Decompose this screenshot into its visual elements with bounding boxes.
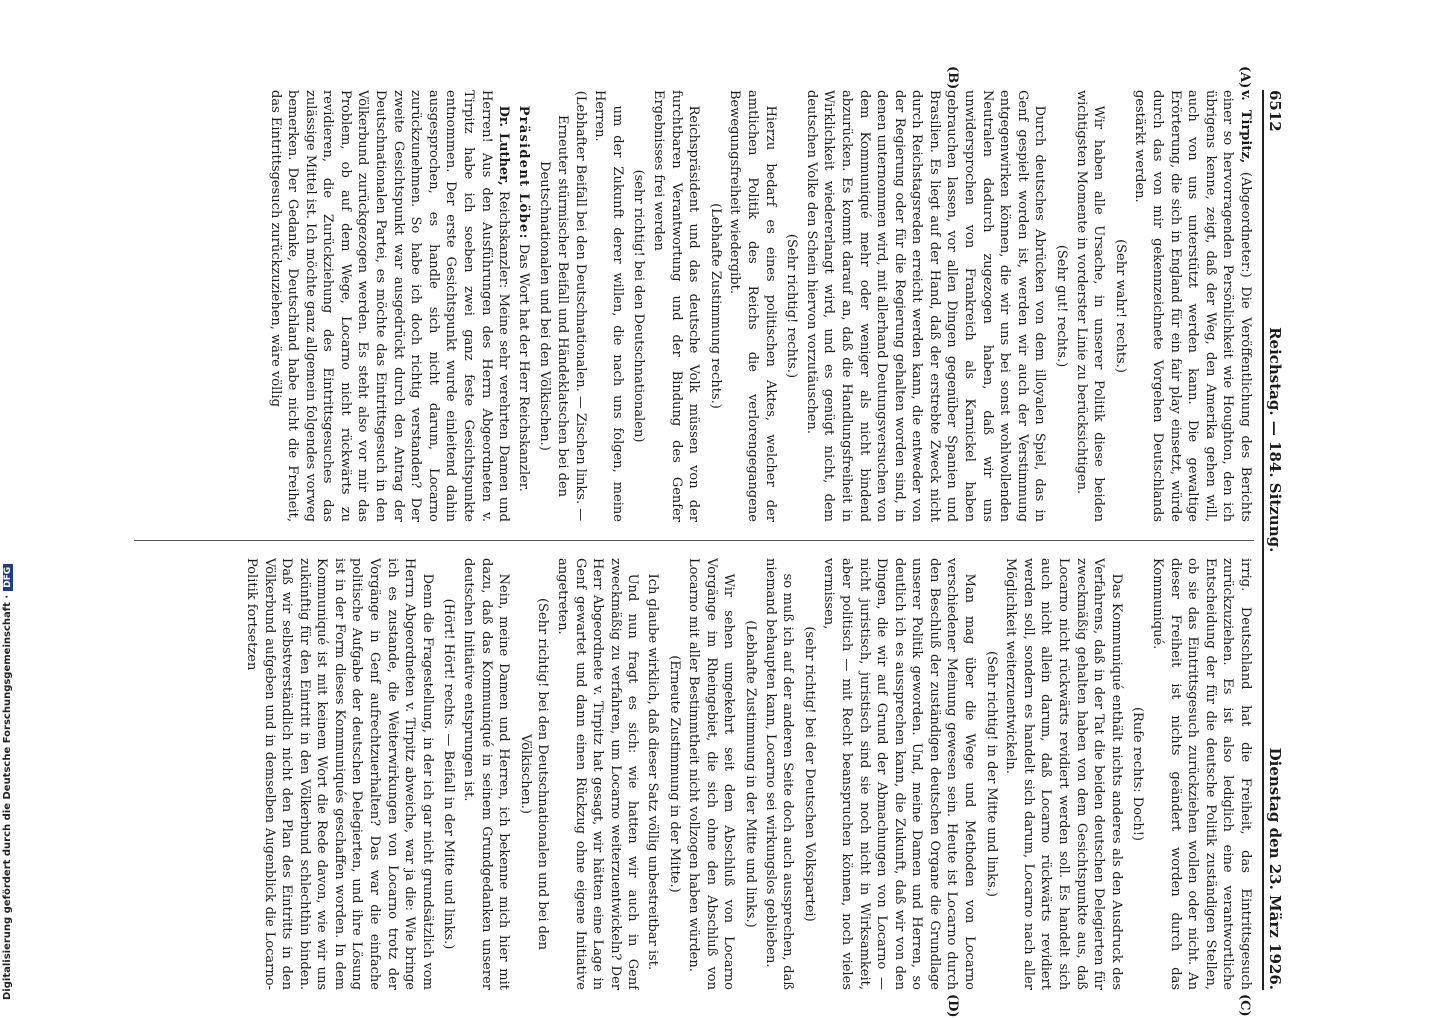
paragraph-text: Die Veröffentlichung des Berichts einer so hervorragenden Persönlichkeit wie Houghton, den ich übrigens kenne, zeigt, daß der Weg, den Amerika gehen will, auch von uns unterstützt werden kann. Die gewaltige Erörterung, die sich in England für ein fair play einsetzt, würde durch das von mir gekennzeichnete Vorgehen Deutschlands gestärkt werden. — [1132, 90, 1253, 522]
margin-mark-a: (A) — [1237, 66, 1252, 89]
interjection: (Sehr richtig! in der Mitte und links.) — [983, 651, 999, 897]
interjection: (Rufe rechts: Doch!) — [1130, 706, 1146, 842]
speaker-role: Reichskanzler: — [496, 191, 512, 289]
interjection: (sehr richtig! bei den Deutschnationalen) — [631, 169, 647, 443]
paragraph: v. Tirpitz, (Abgeordneter:) Die Veröffentlichung des Berichts einer so hervorragenden Persönlichkeit wie Houghton, den ich übrigens kenne, zeigt, daß der Weg, den Amerika gehen will, auch von uns unterstützt werden kann. Die gewaltige Erörterung, die sich in England für ein fair play einsetzt, würde durch das von mir gekennzeichnete Vorgehen Deutschlands gestärkt werden. — [1132, 90, 1253, 522]
interjection: (Lebhafte Zustimmung in der Mitte und links.) — [742, 620, 758, 928]
margin-mark-d: (D) — [945, 994, 960, 1018]
interjection: (sehr richtig! bei der Deutschen Volkspartei) — [801, 626, 817, 922]
column-divider — [134, 540, 1254, 541]
session-date: Dienstag den 23. März 1926. — [1266, 747, 1284, 990]
paragraph: um der Zukunft derer willen, die nach uns folgen, meine Herren. — [592, 90, 625, 522]
interjection: (Lebhafter Beifall bei den Deutschnationalen. — Zischen links. — Erneuter stürmischer Beifall und Händeklatschen bei den Deutschnationalen und bei den Völkischen.) — [537, 90, 588, 522]
paragraph: Reichspräsident und das deutsche Volk müssen von der furchtbaren Verantwortung und der Bindung des Genfer Ergebnisses frei werden — [651, 90, 702, 522]
page-header — [1262, 90, 1290, 990]
left-column — [114, 90, 1254, 522]
speaker-name: v. Tirpitz, — [1238, 90, 1253, 164]
session-title: Reichstag. — 184. Sitzung. — [1266, 327, 1284, 553]
paragraph: Und nun fragt es sich: wie hatten wir auch in Genf zweckmäßig zu verfahren, um Locarno weiterzuentwickeln? Der Herr Abgeordnete v. Tirpitz hat gesagt, wir hätten eine Lage in Genf gewartet und dann einen Rückzug ohne eigene Initiative angetreten. — [555, 558, 641, 990]
paragraph: Denn die Fragestellung, in der ich gar nicht grundsätzlich vom Herrn Abgeordneten v. Tirpitz abweiche, war ja die: Wie bringe ich es zustande, die Weiterwirkungen von Locarno trotz der Vorgänge in Genf aufrechtzuerhalten? Das war die einfache politische Aufgabe der deutschen Delegierten, und ihre Lösung ist in der Form dieses Kommuniqués geschaffen worden. In dem Kommuniqué ist mit keinem Wort die Rede davon, wie wir uns zukünftig für den Eintritt in den Völkerbund schlechthin binden. Daß wir selbstverständlich nicht den Plan des Eintritts in den Völkerbund aufgeben und in demselben Augenblick die Locarno-Politik fortsetzen — [243, 558, 435, 990]
margin-mark-b: (B) — [945, 66, 960, 90]
interjection: (Lebhafte Zustimmung rechts.) — [707, 203, 723, 409]
digitization-note — [2, 0, 13, 1000]
paragraph: so muß ich auf der anderen Seite doch auch aussprechen, daß niemand behaupten kann, Locarno sei wirkungslos geblieben. — [762, 558, 796, 990]
paragraph: Ich glaube wirklich, daß dieser Satz völlig unbestreitbar ist. — [645, 573, 660, 971]
paragraph: Man mag über die Wege und Methoden von Locarno verschiedener Meinung gewesen sein. Heute ist Locarno durch den Beschluß der zuständigen deutschen Organe die Grundlage unserer Politik geworden. Und, meine Damen und Herren, so deutlich ich es aussprechen kann, die Zukunft, daß wir von den Dingen, die wir auf Grund der Abmachungen von Locarno — nicht juristisch, juristisch sind sie noch nicht in Wirksamkeit, aber politisch — mit Recht beanspruchen können, noch vieles vermissen, — [821, 558, 978, 990]
page-number: 6512 — [1266, 90, 1284, 132]
document-page — [110, 66, 1290, 1018]
interjection: (Sehr richtig! rechts.) — [784, 233, 800, 379]
interjection: (Sehr wahr! rechts.) — [1112, 239, 1128, 373]
interjection: (Sehr gut! rechts.) — [1054, 244, 1070, 368]
paragraph: Wir sehen umgekehrt seit dem Abschluß von Locarno Vorgänge im Rheingebiet, die sich ohne den Abschluß von Locarno mit aller Bestimmtheit nicht vollzogen haben würden. — [686, 558, 737, 990]
interjection: (Sehr richtig! bei den Deutschnationalen und bei den Völkischen.) — [517, 597, 551, 951]
paragraph: irrig. Deutschland hat die Freiheit, das Eintrittsgesuch zurückzuziehen. Es ist also lediglich eine verantwortliche Entscheidung der für die deutsche Politik zuständigen Stellen, ob sie das Eintrittsgesuch zurückziehen wollen oder nicht. An dieser Freiheit ist nichts geändert worden durch das Kommuniqué. — [1150, 558, 1253, 990]
paragraph-text: Meine sehr verehrten Damen und Herren! Aus den Ausführungen des Herrn Abgeordneten v. Tirpitz habe ich soeben zwei ganz feste Gesichtspunkte entnommen. Der erste Gesichtspunkt wurde einleitend dahin ausgesprochen, es handle sich nicht darum, Locarno zurückzunehmen. So habe ich doch richtig verstanden? Der zweite Gesichtspunkt war ausgedrückt durch den Antrag der Deutschnationalen Partei, es möchte das Eintrittsgesuch in den Völkerbund zurückgezogen werden. Es steht also vor mir das Problem, ob auf dem Wege, Locarno nicht rückwärts zu revidieren, die Zurückziehung des Eintrittsgesuches das zulässige Mittel ist. Ich möchte ganz allgemein folgendes vorweg bemerken. Der Gedanke, Deutschland habe nicht die Freiheit, das Eintrittsgesuch zurückzuziehen, wäre völlig — [267, 90, 512, 522]
paragraph: Nein, meine Damen und Herren, ich bekenne mich hier mit dazu, daß das Kommuniqué in seinem Grundgedanken unserer deutschen Initiative entsprungen ist. — [461, 558, 512, 990]
paragraph — [514, 90, 532, 522]
speaker-name: Präsident Löbe: — [515, 105, 531, 240]
paragraph: Hierzu bedarf es eines politischen Aktes, welcher der amtlichen Politik des Reichs die verlorengegangene Bewegungsfreiheit wiedergibt. — [727, 90, 778, 522]
paragraph: Das Kommuniqué enthält nichts anderes als den Ausdruck des Verfahrens, daß in der Tat die beiden deutschen Delegierten für zweckmäßig gehalten haben von dem Gesichtspunkte aus, daß Locarno nicht rückwärts revidiert werden soll. Es handelt sich auch nicht allein darum, daß Locarno rückwärts revidiert werden soll, sondern es handelt sich darum, Locarno nach aller Möglichkeit weiterzuentwickeln. — [1003, 558, 1124, 990]
paragraph-text: Das Wort hat der Herr Reichskanzler. — [515, 243, 531, 492]
right-column — [114, 558, 1254, 990]
paragraph: Wir haben alle Ursache, in unserer Politik diese beiden wichtigsten Momente in vorderster Linie zu berücksichtigen. — [1073, 90, 1107, 522]
paragraph — [266, 90, 512, 522]
paragraph: Durch deutsches Abrücken von dem illoyalen Spiel, das in Genf gespielt worden ist, werden wir auch der Verstimmung entgegenwirken können, die wir uns bei sonst wohlwollenden Neutralen dadurch zugezogen haben, daß wir uns unwidersprochen von Frankreich als Karnickel haben gebrauchen lassen, vor allen Dingen gegenüber Spanien und Brasilien. Es liegt auf der Hand, daß der erstrebte Zweck nicht durch Reichstagsreden erreicht werden kann, die entweder von der Regierung oder für die Regierung gehalten worden sind, in denen unternommen wird, mit allerhand Deutungsversuchen von dem Kommuniqué mehr oder weniger als nicht bindend abzurücken. Es kommt darauf an, daß die Handlungsfreiheit in Wirklichkeit wiedererlangt wird, und es genügt nicht, dem deutschen Volke den Schein hiervon vorzutäuschen. — [803, 90, 1048, 522]
dfg-logo: DFG — [3, 564, 13, 591]
margin-mark-c: (C) — [1237, 994, 1252, 1017]
digitization-text: Digitalisierung gefördert durch die Deutsche Forschungsgemeinschaft · — [2, 594, 13, 1000]
interjection: (Hört! Hört! rechts. — Beifall in der Mitte und links.) — [441, 598, 457, 950]
speaker-role: Abgeordneter: — [1238, 176, 1253, 273]
interjection: (Erneute Zustimmung in der Mitte.) — [666, 655, 682, 893]
speaker-name: Dr. Luther, — [496, 105, 512, 186]
